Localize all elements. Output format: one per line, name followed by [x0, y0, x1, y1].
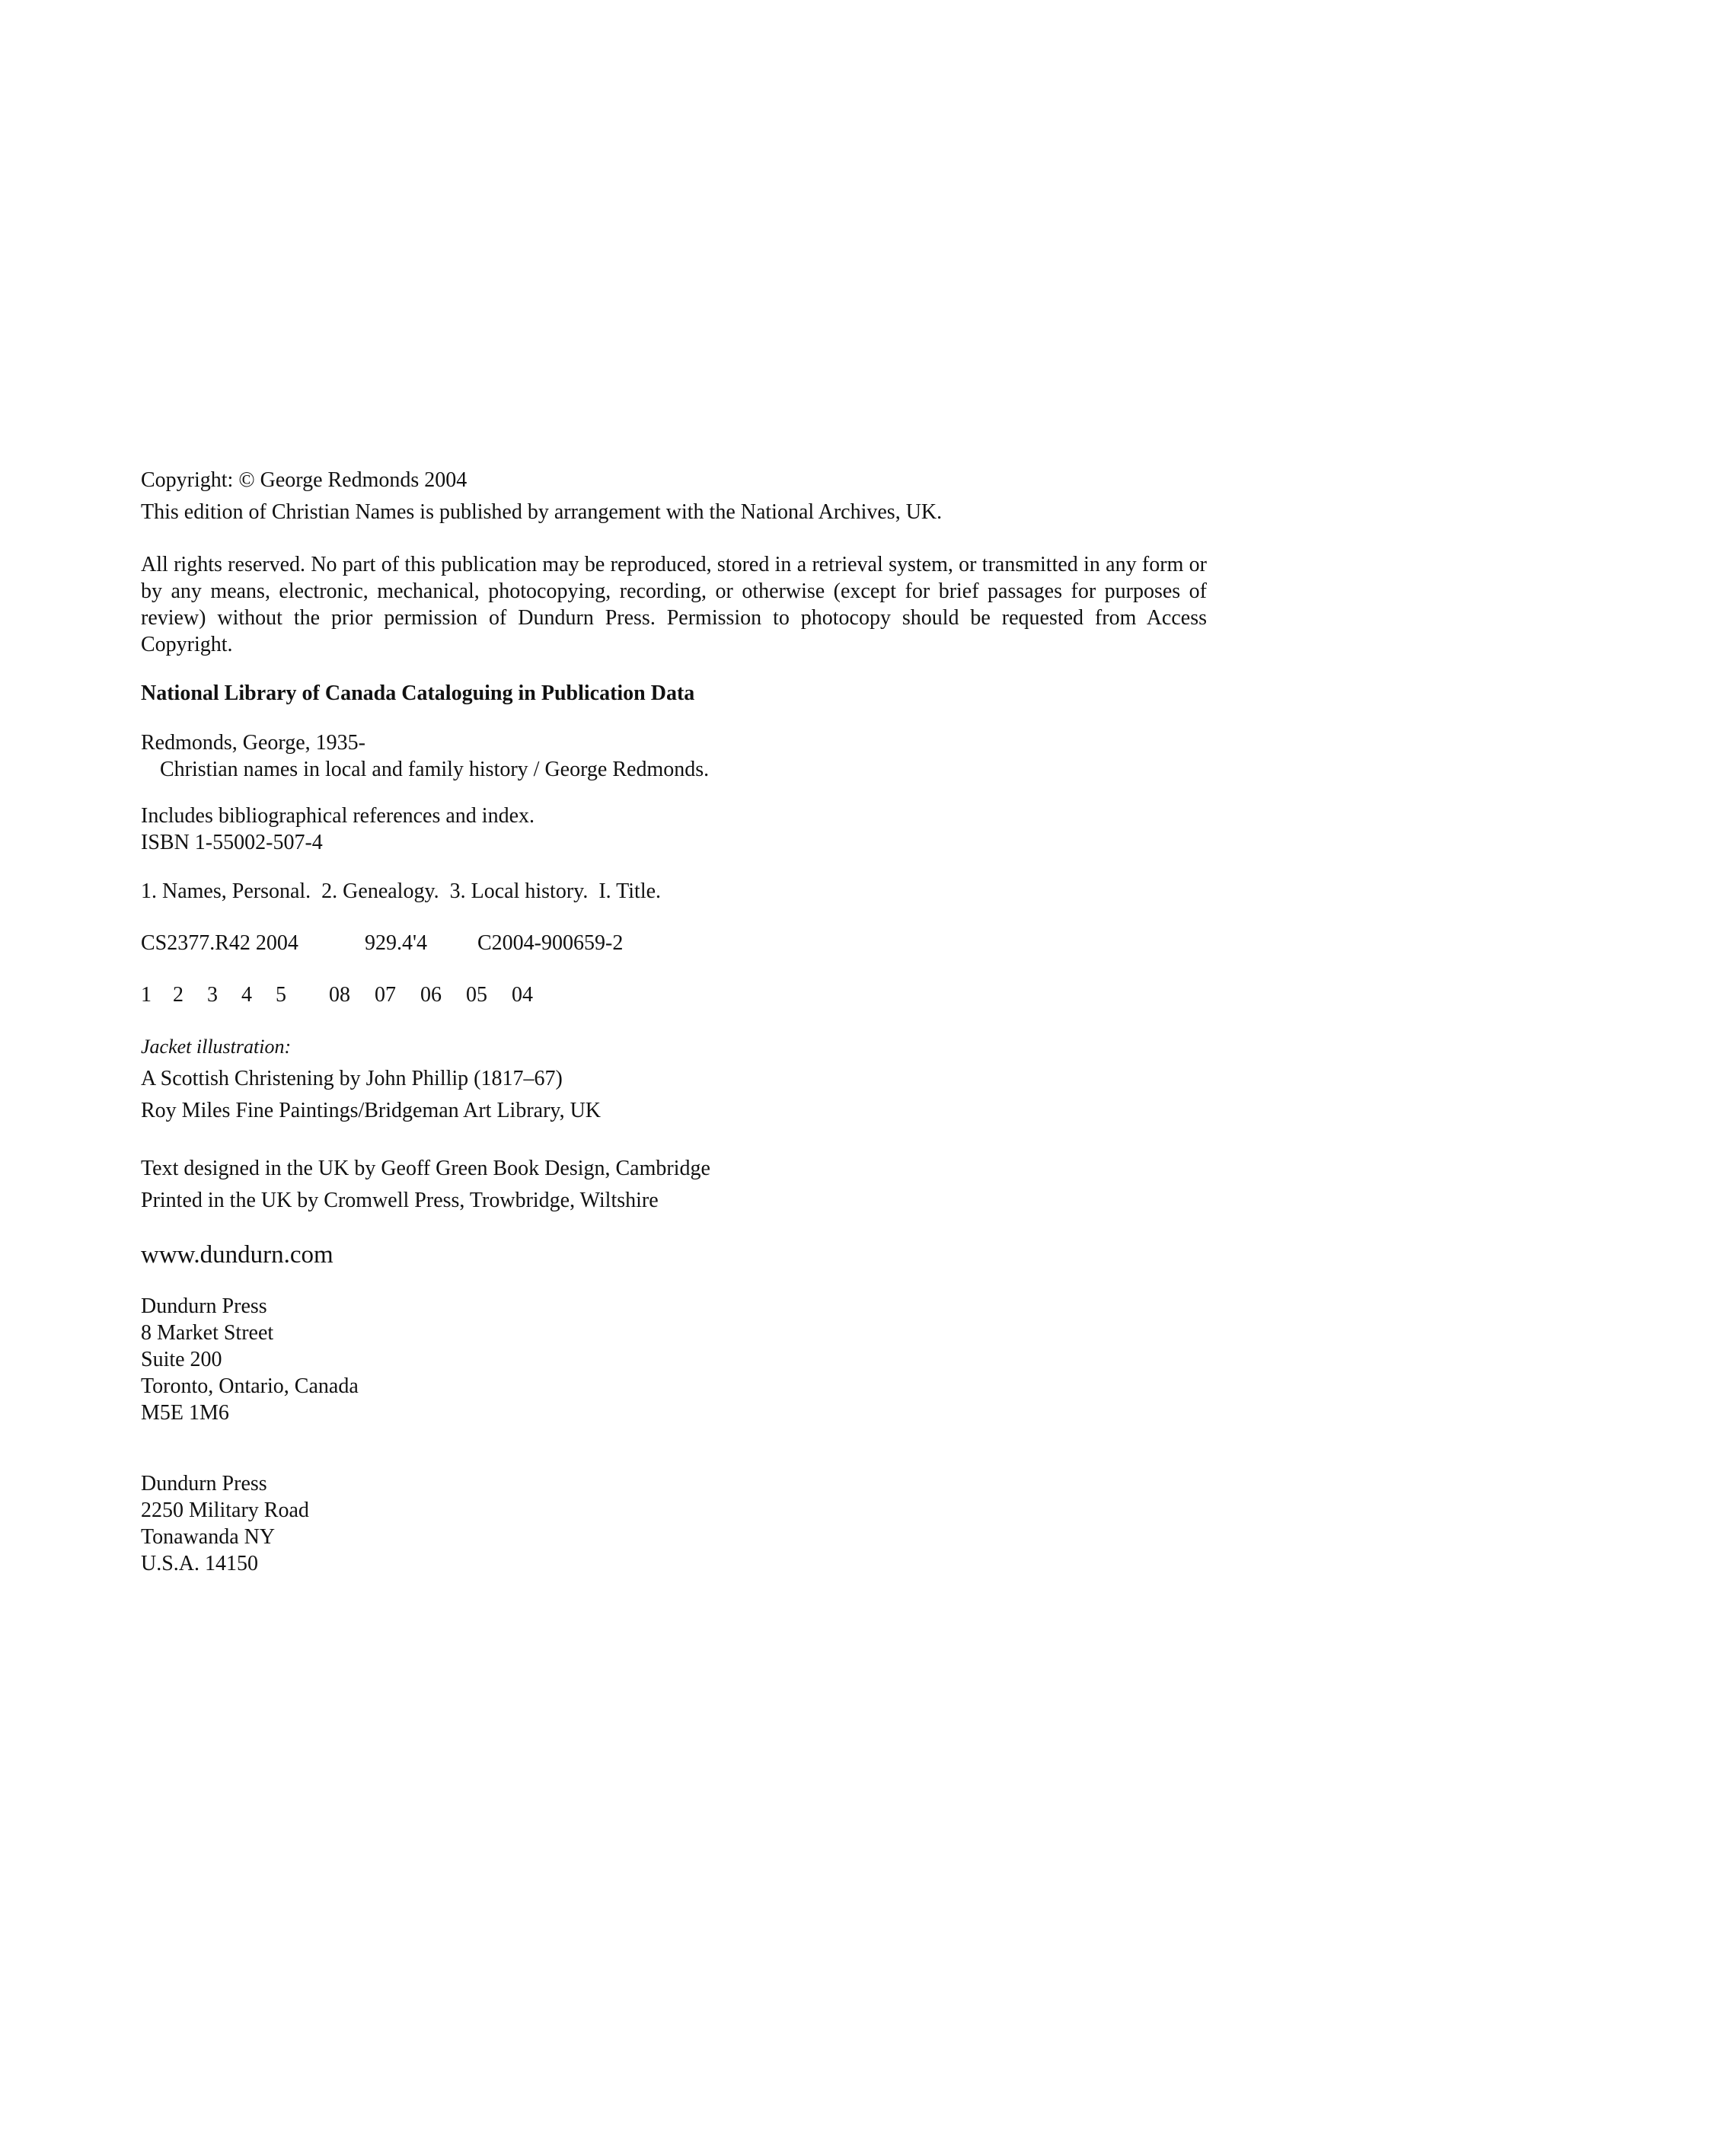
jacket-label: Jacket illustration:	[141, 1036, 292, 1058]
address-line: Dundurn Press	[141, 1294, 267, 1318]
printing-line	[141, 979, 1207, 1011]
cip-heading: National Library of Canada Cataloguing in Publication Data	[141, 681, 695, 705]
address-line: 8 Market Street	[141, 1321, 274, 1345]
dewey-number: 929.4'4	[365, 931, 428, 955]
rights-statement: All rights reserved. No part of this publication may be reproduced, stored in a retrieval system, or transmitted in any form or by any means, electronic, mechanical, photocopying, recording, or otherwise (except for brief passages for purposes of review) without the prior permission of Dundurn Press. Permission to photocopy should be requested from Access Copyright.	[141, 553, 1207, 656]
address-line: Tonawanda NY	[141, 1525, 276, 1549]
cip-author: Redmonds, George, 1935-	[141, 731, 365, 755]
print-number: 08	[329, 983, 350, 1007]
address-line: M5E 1M6	[141, 1401, 229, 1425]
printer-credit: Printed in the UK by Cromwell Press, Trowbridge, Wiltshire	[141, 1189, 659, 1212]
cip-subjects: 1. Names, Personal. 2. Genealogy. 3. Local history. I. Title.	[141, 879, 662, 903]
website-url: www.dundurn.com	[141, 1241, 333, 1269]
print-number: 06	[420, 983, 442, 1007]
cip-title: Christian names in local and family history / George Redmonds.	[160, 758, 710, 781]
lc-call-number: CS2377.R42 2004	[141, 931, 298, 955]
address-line: U.S.A. 14150	[141, 1552, 259, 1575]
design-credit: Text designed in the UK by Geoff Green Book Design, Cambridge	[141, 1157, 710, 1180]
address-line: Dundurn Press	[141, 1472, 267, 1495]
print-number: 5	[276, 983, 286, 1007]
edition-notice: This edition of Christian Names is published by arrangement with the National Archives, UK.	[141, 500, 943, 524]
jacket-credit-line1: A Scottish Christening by John Phillip (1817–67)	[141, 1067, 563, 1090]
copyright-page	[141, 464, 1207, 1577]
copyright-notice: Copyright: © George Redmonds 2004	[141, 468, 468, 492]
print-number: 05	[466, 983, 487, 1007]
address-line: 2250 Military Road	[141, 1499, 309, 1522]
cip-includes: Includes bibliographical references and index.	[141, 804, 535, 828]
jacket-credit-line2: Roy Miles Fine Paintings/Bridgeman Art Library, UK	[141, 1099, 602, 1122]
print-number: 2	[173, 983, 183, 1007]
address-canada	[141, 1293, 1207, 1426]
cip-classification	[141, 927, 1207, 959]
address-usa	[141, 1470, 1207, 1577]
print-number: 3	[207, 983, 218, 1007]
address-line: Suite 200	[141, 1348, 222, 1371]
address-line: Toronto, Ontario, Canada	[141, 1374, 359, 1398]
print-number: 07	[375, 983, 396, 1007]
print-number: 1	[141, 983, 152, 1007]
print-number: 4	[241, 983, 252, 1007]
cip-record-number: C2004-900659-2	[477, 931, 624, 955]
cip-isbn: ISBN 1-55002-507-4	[141, 831, 323, 854]
print-number: 04	[512, 983, 533, 1007]
